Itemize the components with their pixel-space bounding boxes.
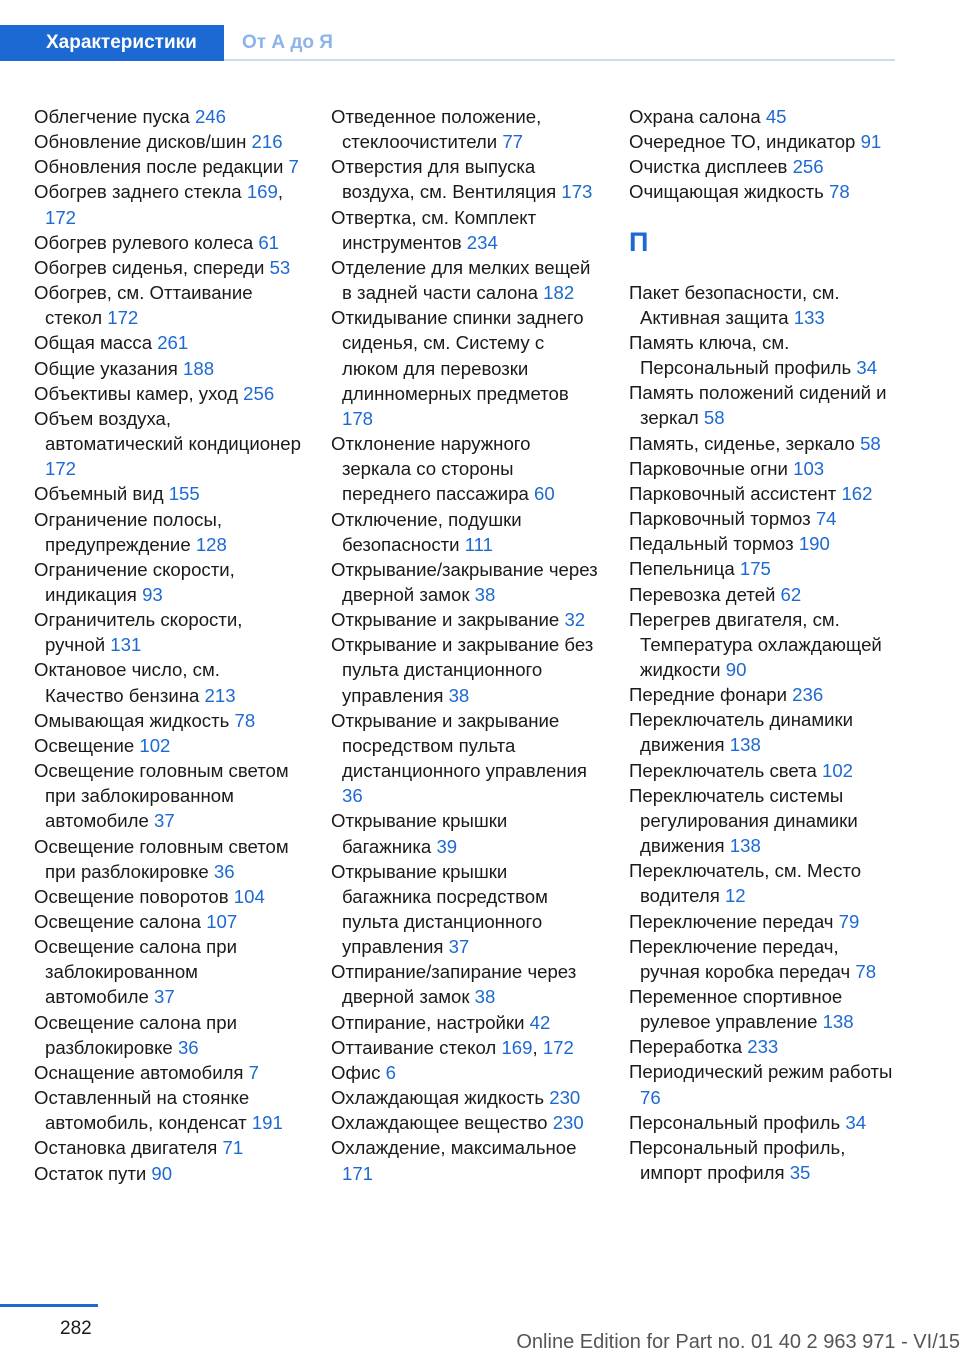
page-ref-link[interactable]: 246 <box>194 106 226 127</box>
index-term: Освещение салона <box>34 911 202 932</box>
index-term: Переключатель, см. Место водителя <box>629 860 862 907</box>
index-entry <box>629 582 897 607</box>
index-entry <box>34 834 302 884</box>
index-entry <box>629 1034 897 1059</box>
index-entry <box>331 708 599 809</box>
index-term: Объемный вид <box>34 483 164 505</box>
index-term: Обогрев рулевого колеса <box>34 231 254 253</box>
index-entry <box>331 104 599 154</box>
index-entry <box>331 1010 599 1035</box>
index-term: Облегчение пуска <box>34 106 190 127</box>
index-term: Обогрев заднего стекла <box>34 181 242 203</box>
index-entry <box>331 632 599 707</box>
index-term: Освещение головным светом при заблокированном автомобиле <box>34 760 289 832</box>
index-entry <box>629 104 897 129</box>
page-ref-link[interactable]: 45 <box>765 106 787 127</box>
page-ref-link[interactable]: 133 <box>793 306 825 328</box>
index-term: Ограничитель скорости, ручной <box>34 609 243 656</box>
page-ref-link[interactable]: 178 <box>342 407 374 429</box>
index-term: Отведенное положение, стеклоочистители <box>331 106 542 153</box>
page-ref-link[interactable]: 104 <box>233 885 265 907</box>
page-ref-link[interactable]: 71 <box>222 1137 244 1159</box>
index-term: Обновление дисков/шин <box>34 131 247 153</box>
index-term: Переменное спортивное рулевое управление <box>629 986 843 1033</box>
index-term: Остановка двигателя <box>34 1137 218 1159</box>
index-term: Освещение <box>34 734 135 756</box>
index-term: Очистка дисплеев <box>629 156 788 178</box>
index-term: Переработка <box>629 1036 743 1058</box>
index-entry <box>331 1110 599 1135</box>
page-ref-link[interactable]: 77 <box>502 131 524 153</box>
page-ref-link[interactable]: 34 <box>845 1111 867 1133</box>
page-ref-link[interactable]: 76 <box>640 1086 661 1108</box>
index-term: Оснащение автомобиля <box>34 1061 244 1083</box>
index-entry <box>331 507 599 557</box>
index-entry <box>629 707 897 757</box>
edition-watermark: Online Edition for Part no. 01 40 2 963 971 - VI/15 <box>516 1331 960 1353</box>
page-ref-link[interactable]: 128 <box>195 533 227 555</box>
page-ref-link[interactable]: 34 <box>856 357 878 379</box>
index-term: Отвертка, см. Комплект инструментов <box>331 206 537 253</box>
index-entry <box>629 1135 897 1185</box>
index-term: Периодический режим работы <box>629 1061 893 1083</box>
index-term: Педальный тормоз <box>629 533 794 555</box>
page-number: 282 <box>60 1318 92 1339</box>
index-entry <box>331 431 599 506</box>
page-ref-link[interactable]: 172 <box>542 1036 574 1058</box>
page-ref-link[interactable]: 60 <box>534 483 555 505</box>
index-term: Переключатель системы регулирования динамики движения <box>629 784 858 857</box>
index-entry <box>34 481 302 506</box>
page-ref-link[interactable]: 216 <box>251 131 283 153</box>
index-term: Память ключа, см. Персональный профиль <box>629 331 852 379</box>
index-term: Общая масса <box>34 332 153 354</box>
page-ref-link[interactable]: 261 <box>157 332 189 354</box>
page-ref-link[interactable]: 172 <box>45 458 77 480</box>
index-column-3 <box>629 104 897 1185</box>
page-ref-link[interactable]: 107 <box>206 911 238 932</box>
index-entry <box>629 607 897 682</box>
page-ref-link[interactable]: 188 <box>183 357 215 379</box>
page-ref-link[interactable]: 12 <box>724 885 746 907</box>
index-term: Объективы камер, уход <box>34 382 238 404</box>
index-term: Охрана салона <box>629 106 761 127</box>
page-ref-link[interactable]: 213 <box>204 684 236 706</box>
section-letter: П <box>629 226 649 257</box>
page-ref-link[interactable]: 182 <box>543 282 575 304</box>
index-term: Освещение салона при разблокировке <box>34 1011 237 1058</box>
page-ref-link[interactable]: 6 <box>385 1061 396 1083</box>
page-ref-link[interactable]: 7 <box>288 156 299 178</box>
index-term: Память положений сидений и зеркал <box>629 382 887 429</box>
page-ref-link[interactable]: 7 <box>248 1061 260 1083</box>
index-term: Открывание и закрывание без пульта дистанционного управления <box>331 634 594 706</box>
index-entry <box>629 1059 897 1109</box>
page-ref-link[interactable]: 38 <box>474 986 496 1008</box>
page-ref-link[interactable]: 37 <box>448 936 470 958</box>
page-ref-link[interactable]: 230 <box>549 1087 581 1109</box>
index-entry <box>629 909 897 934</box>
page-ref-link[interactable]: 173 <box>561 181 593 203</box>
index-entry <box>34 255 302 280</box>
index-entry <box>331 305 599 431</box>
index-term: Ограничение полосы, предупреждение <box>34 508 222 555</box>
index-entry <box>629 758 897 783</box>
page-ref-link[interactable]: 58 <box>703 407 725 429</box>
index-term: Отпирание, настройки <box>331 1011 525 1033</box>
page-ref-link[interactable]: 32 <box>564 609 586 631</box>
index-term: Перегрев двигателя, см. Температура охлаждающей жидкости <box>629 608 882 680</box>
index-term: Освещение салона при заблокированном автомобиле <box>34 936 237 1008</box>
index-term: Очищающая жидкость <box>629 181 824 203</box>
page-ref-link[interactable]: 256 <box>792 156 824 178</box>
index-term: Отпирание/запирание через дверной замок <box>331 961 577 1008</box>
index-entry <box>34 733 302 758</box>
index-term: Переключатель динамики движения <box>629 709 854 756</box>
index-term: Откидывание спинки заднего сиденья, см. Систему с люком для перевозки длинномерных предметов <box>331 307 584 404</box>
index-term: Омывающая жидкость <box>34 709 230 731</box>
index-entry <box>629 179 897 204</box>
index-term: Пакет безопасности, см. Активная защита <box>629 281 840 328</box>
page-ref-link[interactable]: 175 <box>739 558 771 580</box>
index-entry <box>34 406 302 481</box>
page-ref-link[interactable]: 230 <box>552 1112 584 1134</box>
page-ref-link[interactable]: 169 <box>501 1036 533 1058</box>
index-term: Открывание и закрывание <box>331 609 560 631</box>
index-entry <box>34 230 302 255</box>
page-ref-link[interactable]: 78 <box>234 709 256 731</box>
index-term: Открывание и закрывание посредством пульта дистанционного управления <box>331 709 587 782</box>
index-entry <box>629 154 897 179</box>
page-ref-link[interactable]: 172 <box>45 206 77 228</box>
index-term: Отключение, подушки безопасности <box>331 508 522 555</box>
index-term: Отклонение наружного зеркала со стороны переднего пассажира <box>331 433 531 505</box>
index-entry <box>34 154 302 179</box>
page-ref-link[interactable]: 234 <box>466 231 498 253</box>
index-term: Объем воздуха, автоматический кондиционер <box>34 407 301 455</box>
index-term: Открывание крышки багажника <box>331 810 508 857</box>
page-ref-link[interactable]: 155 <box>168 483 200 505</box>
page-ref-link[interactable]: 111 <box>464 533 493 555</box>
index-term: Отверстия для выпуска воздуха, см. Вентиляция <box>331 156 557 203</box>
page-ref-link[interactable]: 38 <box>448 684 470 706</box>
index-term: Общие указания <box>34 357 178 379</box>
index-term: Отделение для мелких вещей в задней части салона <box>331 256 591 304</box>
index-entry <box>34 708 302 733</box>
index-column-2 <box>331 104 599 1186</box>
page-ref-link[interactable]: 36 <box>342 785 363 807</box>
index-term: Пепельница <box>629 558 735 580</box>
index-term: Офис <box>331 1061 381 1083</box>
index-entry <box>331 255 599 305</box>
page-ref-link[interactable]: 138 <box>729 835 761 857</box>
page-ref-link[interactable]: 102 <box>139 734 171 756</box>
index-entry <box>629 858 897 908</box>
index-entry <box>331 1135 599 1185</box>
index-entry <box>629 984 897 1034</box>
page-ref-link[interactable]: 53 <box>269 256 291 278</box>
page-ref-link[interactable]: 91 <box>860 131 882 153</box>
index-term: Персональный профиль, импорт профиля <box>629 1136 846 1184</box>
index-term: Перевозка детей <box>629 583 776 605</box>
index-entry: Обогрев заднего стекла 169, 172 <box>34 181 284 228</box>
index-term: Парковочные огни <box>629 457 788 479</box>
page-ref-link[interactable]: 169 <box>246 181 278 203</box>
page-ref-link[interactable]: 37 <box>153 810 175 832</box>
page-ref-link[interactable]: 131 <box>110 634 142 656</box>
index-entry <box>629 506 897 531</box>
index-entry <box>34 1085 302 1135</box>
page-ref-link[interactable]: 103 <box>793 457 825 479</box>
index-entry <box>331 557 599 607</box>
index-entry <box>34 1135 302 1160</box>
index-term: Парковочный тормоз <box>629 508 811 530</box>
index-entry <box>34 884 302 909</box>
index-entry <box>34 758 302 833</box>
index-entry: Оттаивание стекол 169, 172 <box>331 1036 574 1058</box>
page-ref-link[interactable]: 138 <box>822 1011 854 1033</box>
index-entry <box>331 808 599 858</box>
page-ref-link[interactable]: 138 <box>729 734 761 756</box>
index-entry <box>629 783 897 858</box>
index-entry <box>629 1110 897 1135</box>
index-entry <box>34 330 302 355</box>
index-term: Октановое число, см. Качество бензина <box>34 659 220 706</box>
page-ref-link[interactable]: 236 <box>792 684 824 706</box>
page-ref-link[interactable]: 79 <box>838 910 860 932</box>
index-entry <box>331 205 599 255</box>
page-ref-link[interactable]: 37 <box>153 986 175 1008</box>
page-ref-link[interactable]: 190 <box>798 533 830 555</box>
index-entry <box>34 104 302 129</box>
index-term: Ограничение скорости, индикация <box>34 558 235 605</box>
index-entry <box>629 330 897 380</box>
index-term: Освещение головным светом при разблокировке <box>34 835 289 882</box>
page-ref-link[interactable]: 58 <box>860 432 881 454</box>
page-ref-link[interactable]: 78 <box>855 960 877 982</box>
index-term: Охлаждение, максимальное <box>331 1137 577 1159</box>
index-entry <box>629 380 897 430</box>
index-entry <box>629 456 897 481</box>
index-term: Переключение передач <box>629 910 834 932</box>
page-ref-link[interactable]: 78 <box>829 181 850 203</box>
index-column-1 <box>34 104 302 1186</box>
index-entry <box>629 481 897 506</box>
index-entry <box>331 154 599 204</box>
page-ref-link[interactable]: 102 <box>821 759 854 781</box>
page-ref-link[interactable]: 61 <box>258 231 280 253</box>
tab-a-to-z[interactable]: От А до Я <box>242 32 333 53</box>
page-ref-link[interactable]: 90 <box>725 658 747 680</box>
index-term: Переключатель света <box>629 759 817 781</box>
page-ref-link[interactable]: 38 <box>474 583 496 605</box>
page-ref-link[interactable]: 171 <box>342 1162 374 1184</box>
index-entry <box>629 934 897 984</box>
index-entry <box>629 129 897 154</box>
page-ref-link[interactable]: 191 <box>251 1112 283 1134</box>
index-entry <box>331 959 599 1009</box>
index-term: Персональный профиль <box>629 1111 841 1133</box>
index-term: Открывание крышки багажника посредством пульта дистанционного управления <box>331 860 548 958</box>
header-divider <box>224 59 895 61</box>
page-ref-link[interactable]: 172 <box>107 307 139 329</box>
header-bar <box>0 25 895 61</box>
index-term: Обогрев, см. Оттаивание стекол <box>34 282 253 329</box>
page-ref-link[interactable]: 93 <box>142 583 163 605</box>
index-entry <box>34 607 302 657</box>
index-term: Обогрев сиденья, спереди <box>34 256 265 278</box>
index-term: Охлаждающая жидкость <box>331 1087 545 1109</box>
footer-divider <box>0 1304 98 1307</box>
index-entry <box>34 280 302 330</box>
index-entry <box>34 507 302 557</box>
page-ref-link[interactable]: 36 <box>213 860 235 882</box>
index-term: Оставленный на стоянке автомобиль, конденсат <box>34 1087 250 1134</box>
page-ref-link[interactable]: 42 <box>529 1011 551 1033</box>
index-entry <box>331 1085 599 1110</box>
index-term: Оттаивание стекол <box>331 1036 497 1058</box>
index-entry <box>629 531 897 556</box>
page-ref-link[interactable]: 256 <box>243 382 275 404</box>
index-entry <box>34 657 302 707</box>
index-entry <box>34 129 302 154</box>
index-entry <box>331 607 599 632</box>
index-term: Остаток пути <box>34 1162 147 1184</box>
index-term: Обновления после редакции <box>34 156 284 178</box>
page-ref-link[interactable]: 90 <box>151 1162 173 1184</box>
index-term: Передние фонари <box>629 684 787 706</box>
index-entry <box>629 280 897 330</box>
index-entry <box>34 934 302 1009</box>
page-ref-link[interactable]: 74 <box>815 508 837 530</box>
index-term: Освещение поворотов <box>34 885 229 907</box>
index-term: Парковочный ассистент <box>629 482 837 504</box>
page-ref-link[interactable]: 233 <box>747 1036 779 1058</box>
index-entry <box>34 909 302 934</box>
index-entry <box>34 1010 302 1060</box>
index-entry <box>629 556 897 581</box>
index-entry <box>34 557 302 607</box>
index-entry <box>34 381 302 406</box>
page-ref-link[interactable]: 36 <box>177 1036 199 1058</box>
index-entry <box>34 1060 302 1085</box>
index-entry <box>629 431 897 456</box>
index-term: Открывание/закрывание через дверной замок <box>331 558 598 605</box>
index-term: Переключение передач, ручная коробка передач <box>629 935 851 982</box>
index-entry <box>34 1161 302 1186</box>
page-ref-link[interactable]: 162 <box>841 482 873 504</box>
page-ref-link[interactable]: 35 <box>789 1162 811 1184</box>
index-entry <box>629 682 897 707</box>
index-entry <box>34 356 302 381</box>
page-ref-link[interactable]: 39 <box>436 835 458 857</box>
tab-characteristics[interactable]: Характеристики <box>0 25 224 61</box>
page-ref-link[interactable]: 62 <box>780 583 802 605</box>
index-term: Память, сиденье, зеркало <box>629 432 855 454</box>
index-term: Очередное ТО, индикатор <box>629 131 856 153</box>
index-entry <box>331 1060 599 1085</box>
index-term: Охлаждающее вещество <box>331 1112 548 1134</box>
index-entry <box>331 859 599 960</box>
